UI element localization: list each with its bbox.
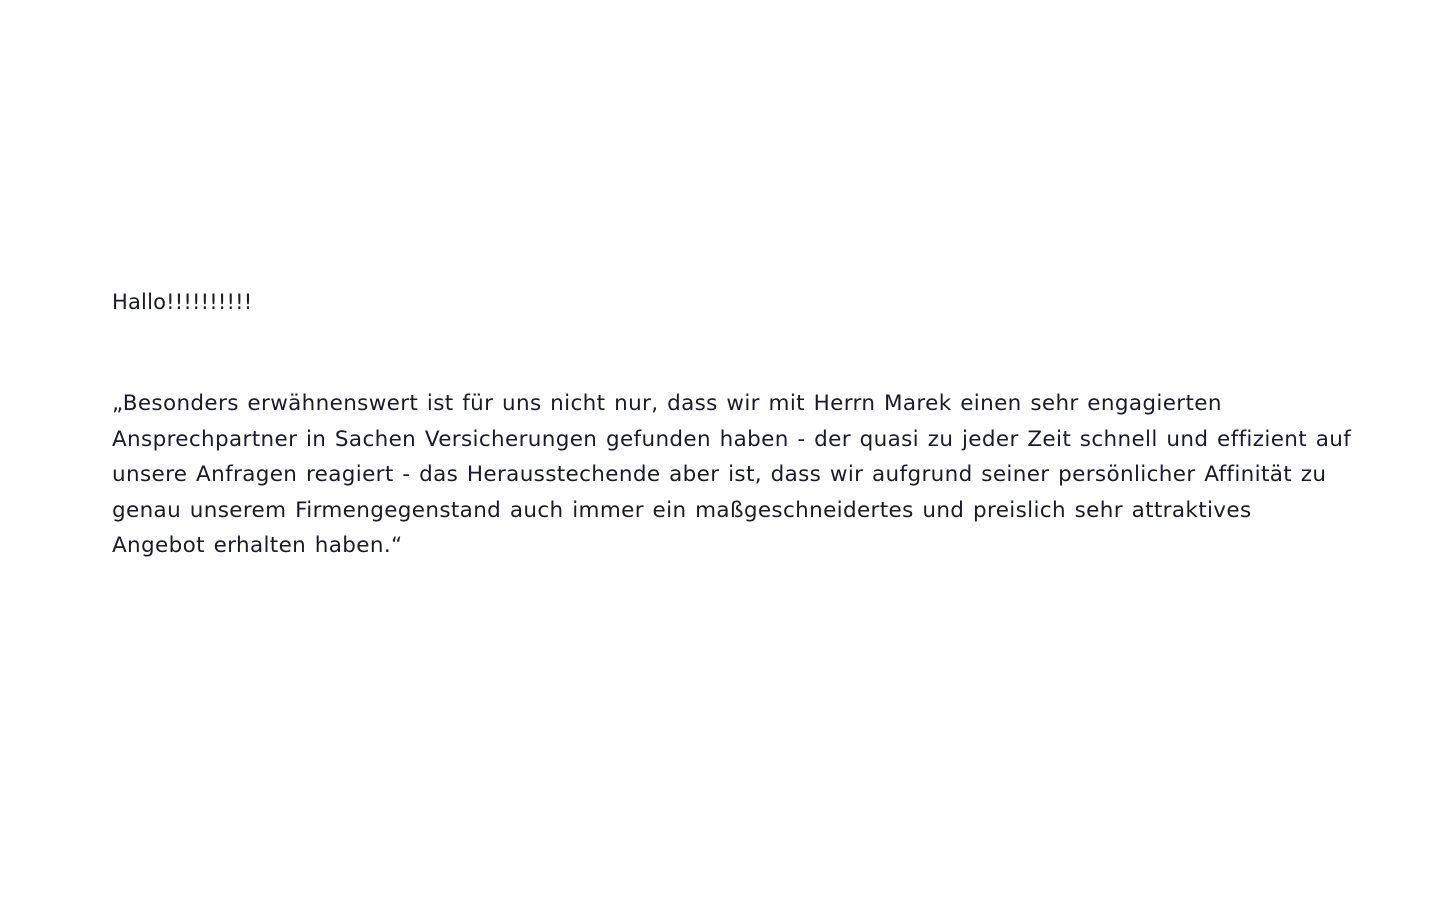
quote-text-block xyxy=(112,386,1360,564)
quote-paragraph: „Besonders erwähnenswert ist für uns nicht nur, dass wir mit Herrn Marek einen sehr engagierten Ansprechpartner in Sachen Versicherungen gefunden haben - der quasi zu jeder Zeit schnell und effizient auf unsere Anfragen reagiert - das Herausstechende aber ist, dass wir aufgrund seiner persönlicher Affinität zu genau unserem Firmengegenstand auch immer ein maßgeschneidertes und preislich sehr attraktives Angebot erhalten haben.“ xyxy=(112,391,1360,558)
page-title: Hallo!!!!!!!!!! xyxy=(112,290,253,314)
